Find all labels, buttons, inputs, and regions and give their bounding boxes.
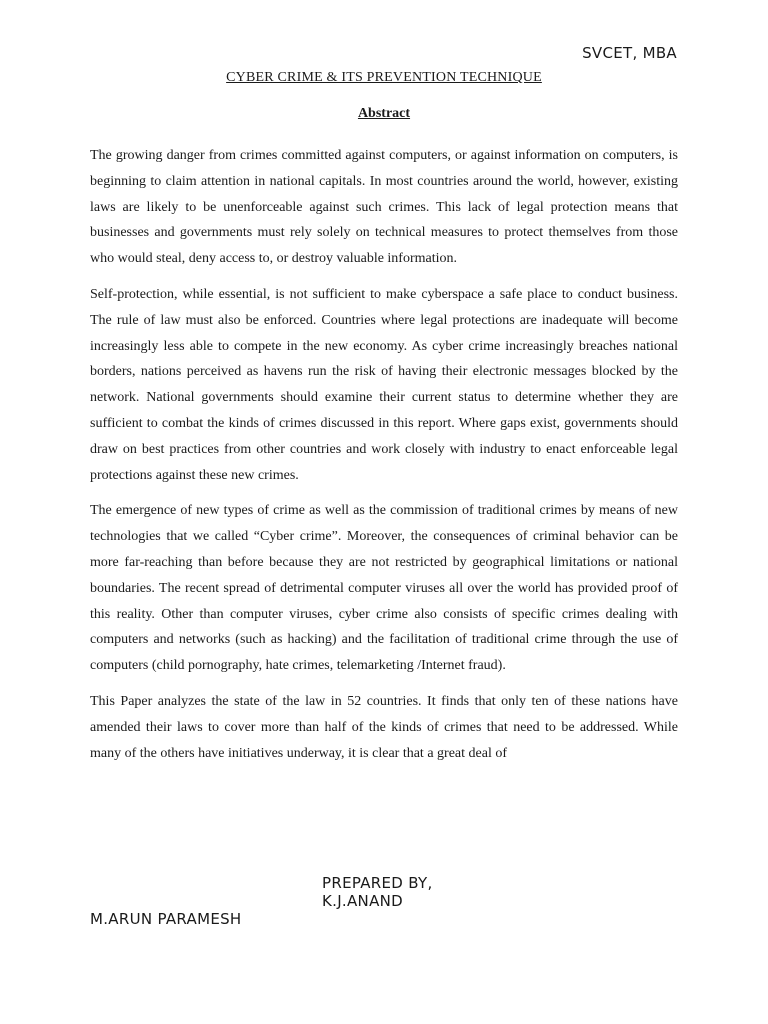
paragraph-2: Self-protection, while essential, is not sufficient to make cyberspace a safe place to conduct business. The rule of law must also be enforced. Countries where legal protections are inadequate will become increasingly less able to compete in the new economy. As cyber crime increasingly breaches national borders, nations perceived as havens run the risk of having their electronic messages blocked by the network. National governments should examine their current status to determine whether they are sufficient to combat the kinds of crimes discussed in this report. Where gaps exist, governments should draw on best practices from other countries and work closely with industry to enact enforceable legal protections against these new crimes.: [90, 286, 678, 483]
author-name-1: K.J.ANAND: [322, 892, 404, 910]
section-heading: Abstract: [357, 106, 411, 121]
paragraph-1: The growing danger from crimes committed against computers, or against information on computers, is beginning to claim attention in national capitals. In most countries around the world, however, existing laws are likely to be unenforceable against such crimes. This lack of legal protection means that businesses and governments must rely solely on technical measures to protect themselves from those who would steal, deny access to, or destroy valuable information.: [90, 148, 678, 267]
document-title: CYBER CRIME & ITS PREVENTION TECHNIQUE: [226, 70, 542, 85]
paragraph-3: The emergence of new types of crime as well as the commission of traditional crimes by means of new technologies that we called “Cyber crime”. Moreover, the consequences of criminal behavior can be more far-reaching than before because they are not restricted by geographical limitations or national boundaries. The recent spread of detrimental computer viruses all over the world has provided proof of this reality. Other than computer viruses, cyber crime also consists of specific crimes dealing with computers and networks (such as hacking) and the facilitation of traditional crime through the use of computers (child pornography, hate crimes, telemarketing /Internet fraud).: [90, 503, 678, 674]
paragraph-4: This Paper analyzes the state of the law in 52 countries. It finds that only ten of these nations have amended their laws to cover more than half of the kinds of crimes that need to be addressed. While many of the others have initiatives underway, it is clear that a great deal of: [90, 693, 678, 761]
institution-header: SVCET, MBA: [582, 44, 677, 62]
author-name-2: M.ARUN PARAMESH: [90, 910, 242, 928]
prepared-by-label: PREPARED BY,: [322, 874, 433, 892]
abstract-body: [90, 143, 678, 776]
